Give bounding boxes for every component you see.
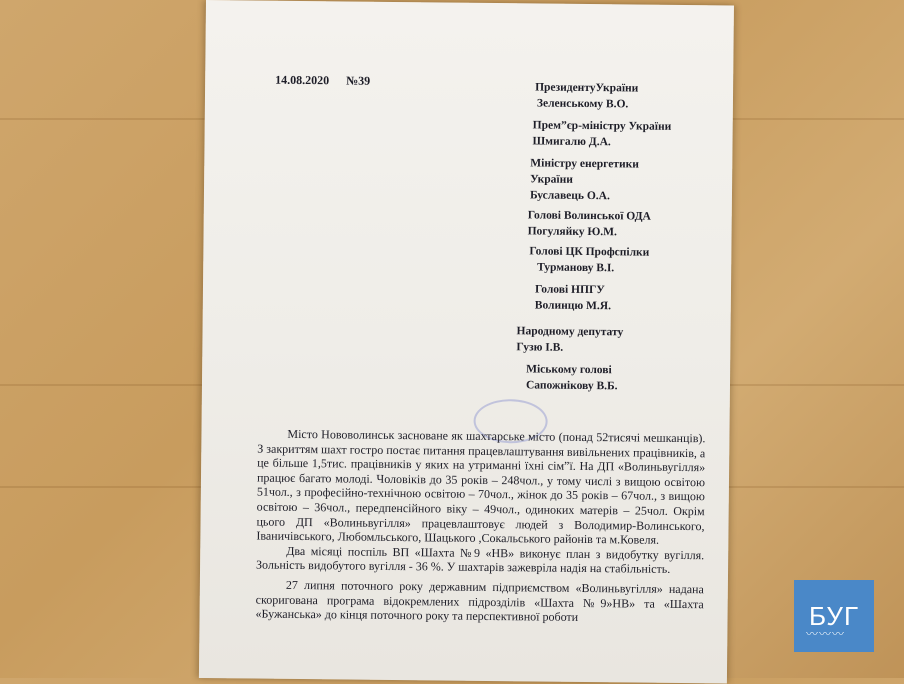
body-paragraph: Два місяці поспіль ВП «Шахта №9 «НВ» виконує план з видобутку вугілля. Зольність видобутого вугілля - 36 %. У шахтарів зажевріла надія на стабільність. — [256, 543, 705, 577]
addressee-title: Голові Волинської ОДА — [527, 209, 651, 223]
addressee-title: Міському голові — [526, 363, 612, 377]
addressee-title: ПрезидентуУкраїни — [535, 81, 639, 95]
addressee-name: Буславець О.А. — [529, 189, 610, 203]
addressee-block — [526, 361, 618, 394]
letter-page — [199, 0, 734, 683]
addressee-name: Погуляйку Ю.М. — [527, 225, 617, 239]
addressee-title: Голові НПГУ — [534, 283, 605, 297]
addressee-title: Голові ЦК Профспілки — [529, 245, 650, 259]
addressee-name: Гузю І.В. — [516, 341, 564, 354]
bug-logo — [794, 580, 874, 652]
addressee-name: Турманову В.І. — [537, 261, 615, 275]
addressee-name: Шмигалю Д.А. — [532, 135, 611, 149]
addressee-block — [532, 117, 671, 150]
letter-number: №39 — [346, 73, 371, 88]
addressee-title: України — [530, 173, 573, 186]
body-paragraph: Місто Нововолинськ засноване як шахтарське місто (понад 52тисячі мешканців). З закриттям шахт гостро постає питання працевлаштування вивільнених працівників, а це більше 1,5тис. працівників у яких на утриманні їхні сім”ї. На ДП «Волиньвугілля» працює багато молоді. Чоловіків до 35 років – 248чол., у тому числі з вищою освітою 51чол., з професійно-технічною освітою – 70чол., жінок до 35 років – 67чол., з вищою освітою – 36чол., передпенсійного віку – 49чол., одиноких матерів – 25чол. Окрім цього ДП «Волиньвугілля» працевлаштовує людей з Володимир-Волинського, Іваничівського, Любомльського, Шацького ,Сокальського районів та м.Ковеля. — [256, 426, 706, 547]
addressee-block — [529, 243, 649, 276]
addressee-name: Сапожнікову В.Б. — [525, 379, 618, 393]
body-paragraph: 27 липня поточного року державним підприємством «Волиньвугілля» надана скоригована програма відокремлених підрозділів «Шахта №9»НВ» та «Шахта «Бужанська» до кінця поточного року та перспективної роботи — [255, 577, 704, 625]
letter-date: 14.08.2020 — [275, 72, 330, 88]
addressee-block — [535, 79, 639, 112]
addressee-block — [528, 207, 651, 240]
addressee-block — [530, 155, 639, 204]
addressee-name: Волинцю М.Я. — [534, 299, 612, 313]
addressee-block — [535, 281, 612, 314]
addressee-block — [516, 323, 623, 356]
addressee-title: Прем”єр-міністру України — [532, 119, 672, 133]
addressee-name: Зеленському В.О. — [536, 97, 629, 111]
letter-header — [275, 73, 384, 89]
wave-icon: 〰〰〰 — [806, 627, 846, 641]
letter-body — [255, 427, 705, 626]
logo-text: БУГ — [808, 600, 860, 631]
addressee-title: Міністру енергетики — [530, 157, 639, 171]
addressee-title: Народному депутату — [516, 325, 624, 339]
